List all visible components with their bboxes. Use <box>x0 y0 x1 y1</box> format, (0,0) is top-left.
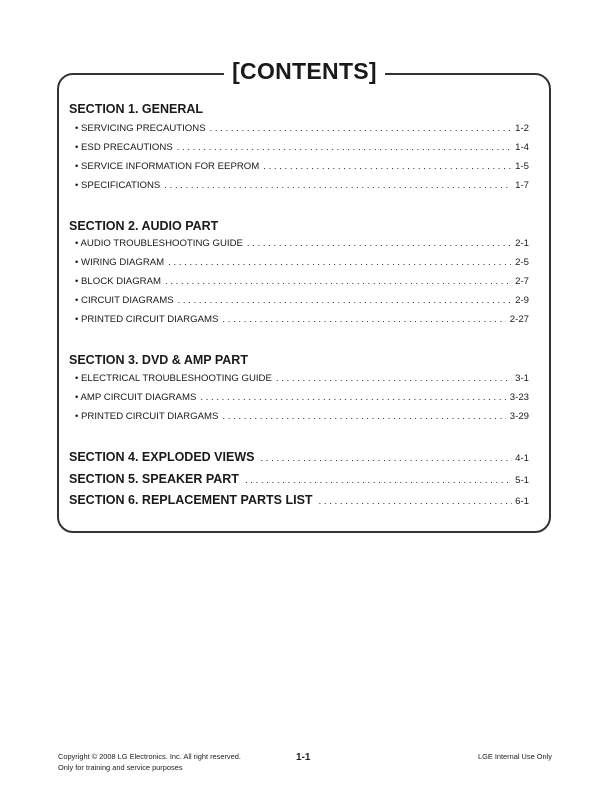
page-title: [CONTENTS] <box>0 58 609 85</box>
leader-dots <box>178 295 512 306</box>
section-heading-2: SECTION 2. AUDIO PART <box>69 219 219 233</box>
toc-entry[interactable]: • ELECTRICAL TROUBLESHOOTING GUIDE . . . 3-1 <box>75 373 529 387</box>
leader-dots <box>210 123 512 134</box>
leader-dots <box>177 142 511 153</box>
toc-section-entry[interactable]: SECTION 5. SPEAKER PART . . . 5-1 <box>69 472 529 488</box>
toc-entry[interactable]: • CIRCUIT DIAGRAMS . . . 2-9 <box>75 295 529 309</box>
leader-dots <box>165 276 511 287</box>
leader-dots <box>247 238 511 249</box>
section-heading-1: SECTION 1. GENERAL <box>69 102 204 116</box>
leader-dots <box>245 475 512 486</box>
leader-dots <box>260 453 512 464</box>
leader-dots <box>319 496 513 507</box>
toc-section-entry[interactable]: SECTION 4. EXPLODED VIEWS . . . 4-1 <box>69 450 529 466</box>
leader-dots <box>276 373 511 384</box>
footer-internal-use: LGE Internal Use Only <box>478 752 552 761</box>
leader-dots <box>263 161 511 172</box>
section-heading-3: SECTION 3. DVD & AMP PART <box>69 353 248 367</box>
toc-section-entry[interactable]: SECTION 6. REPLACEMENT PARTS LIST . . . 6-1 <box>69 493 529 509</box>
toc-entry[interactable]: • AMP CIRCUIT DIAGRAMS . . . 3-23 <box>75 392 529 406</box>
toc-entry[interactable]: • WIRING DIAGRAM . . . 2-5 <box>75 257 529 271</box>
toc-entry[interactable]: • BLOCK DIAGRAM . . . 2-7 <box>75 276 529 290</box>
toc-entry[interactable]: • ESD PRECAUTIONS . . . 1-4 <box>75 142 529 156</box>
leader-dots <box>164 180 511 191</box>
toc-entry[interactable]: • PRINTED CIRCUIT DIARGAMS . . . 3-29 <box>75 411 529 425</box>
leader-dots <box>222 411 505 422</box>
toc-entry[interactable]: • SERVICING PRECAUTIONS . . . 1-2 <box>75 123 529 137</box>
toc-entry[interactable]: • SERVICE INFORMATION FOR EEPROM . . . 1-5 <box>75 161 529 175</box>
toc-entry[interactable]: • PRINTED CIRCUIT DIARGAMS . . . 2-27 <box>75 314 529 328</box>
page-number: 1-1 <box>296 752 311 763</box>
leader-dots <box>168 257 511 268</box>
leader-dots <box>222 314 505 325</box>
footer-copyright: Copyright © 2008 LG Electronics. Inc. All right reserved. Only for training and service purposes <box>58 752 241 772</box>
toc-entry[interactable]: • AUDIO TROUBLESHOOTING GUIDE . . . 2-1 <box>75 238 529 252</box>
leader-dots <box>200 392 505 403</box>
toc-entry[interactable]: • SPECIFICATIONS . . . 1-7 <box>75 180 529 194</box>
